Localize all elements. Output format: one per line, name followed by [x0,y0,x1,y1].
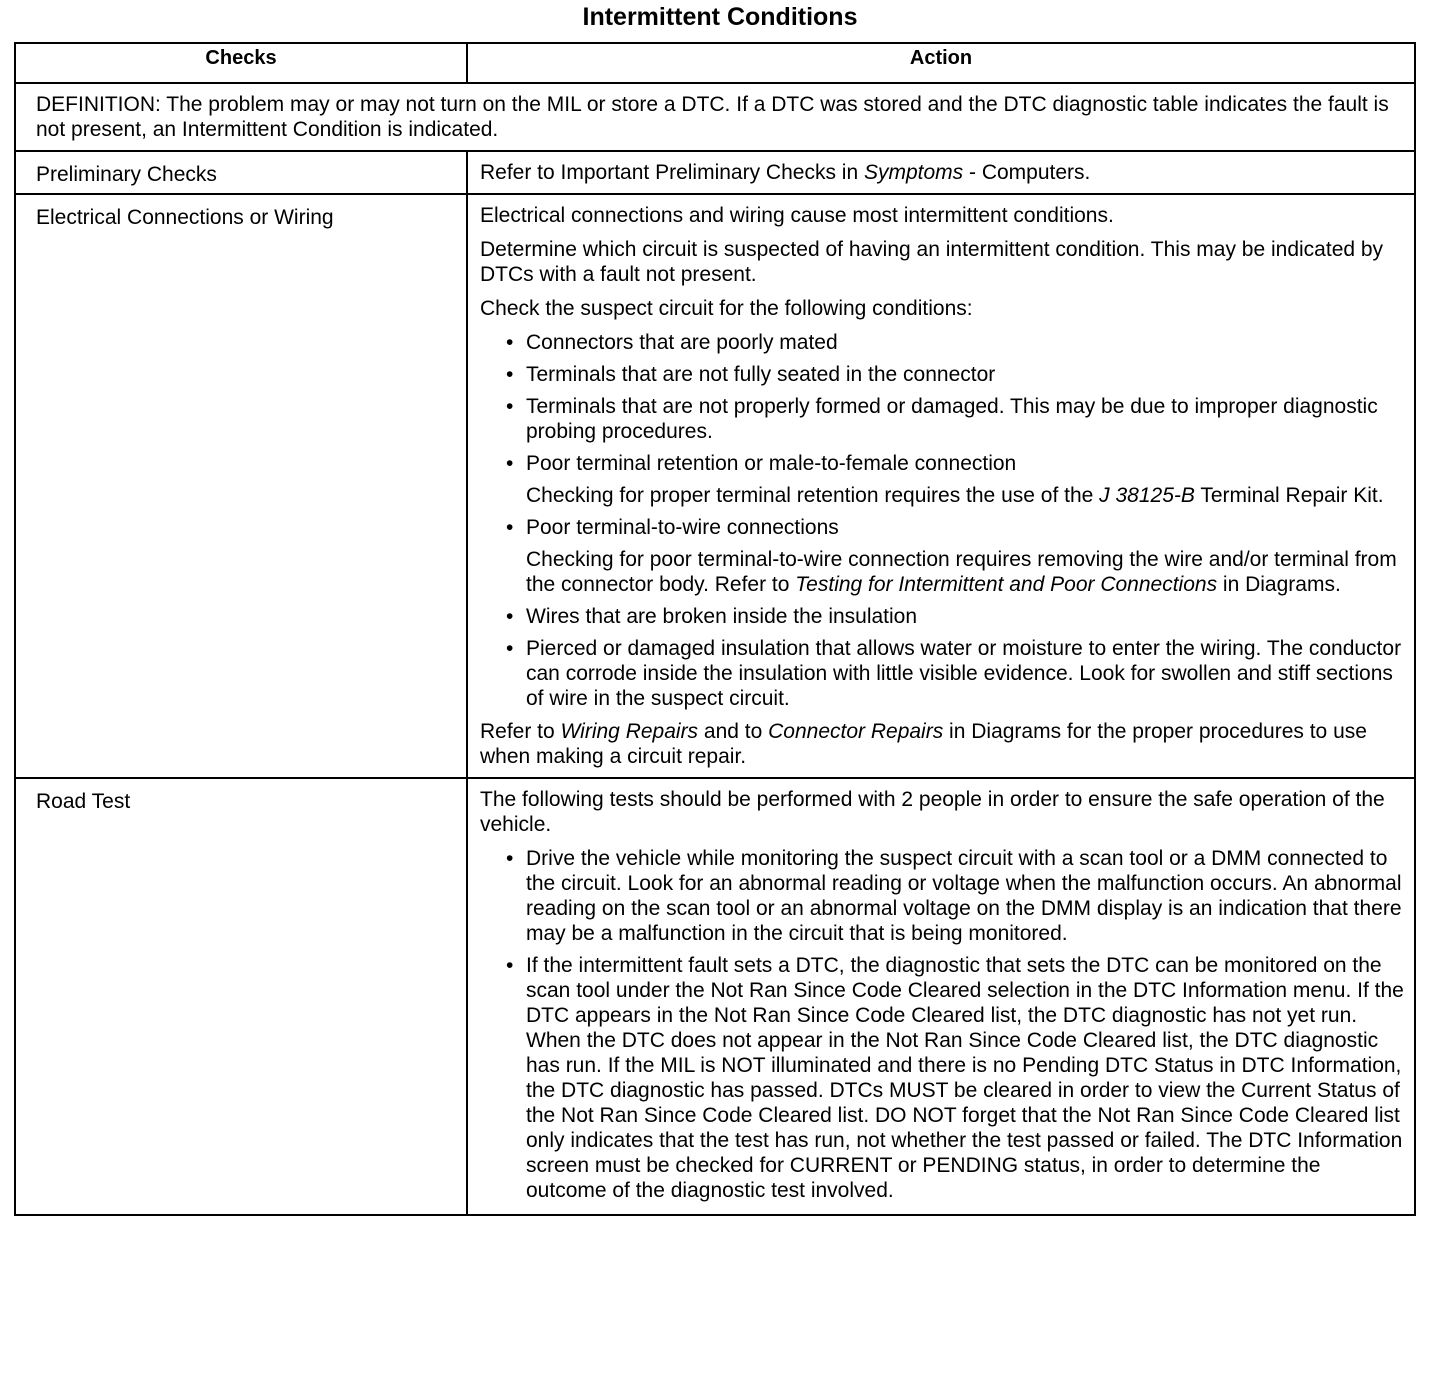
intermittent-conditions-table [14,42,1416,1216]
header-action: Action [467,43,1415,83]
definition-row [15,83,1415,151]
check-cell: Preliminary Checks [15,151,467,194]
text-segment: Refer to [480,720,561,743]
italic-reference: Symptoms [863,161,964,184]
text-segment: The following tests should be performed with 2 people in order to ensure the safe operation of the vehicle. [480,788,1385,836]
action-paragraph [480,160,1404,185]
text-segment: in Diagrams for the proper procedures to use when making a circuit repair. [480,720,1367,768]
table-row [15,151,1415,194]
text-segment: Pierced or damaged insulation that allows water or moisture to enter the wiring. The conductor can corrode inside the insulation with little visible evidence. Look for swollen and stiff sections of wire in the suspect circuit. [526,637,1402,710]
italic-reference: Connector Repairs [768,720,944,743]
italic-reference: Wiring Repairs [560,720,699,743]
text-segment: Electrical connections and wiring cause most intermittent conditions. [480,204,1114,227]
italic-reference: J 38125-B [1099,484,1195,507]
table-header-row [15,43,1415,83]
list-item [526,515,1404,597]
text-segment: Wires that are broken inside the insulation [526,605,918,628]
text-segment: If the intermittent fault sets a DTC, the diagnostic that sets the DTC can be monitored on the scan tool under the Not Ran Since Code Cleared selection in the DTC Information menu. If the DTC appears in the Not Ran Since Code Cleared list, the DTC diagnostic has not yet run. When the DTC does not appear in the Not Ran Since Code Cleared list, the DTC diagnostic has run. If the MIL is NOT illuminated and there is no Pending DTC Status in DTC Information, the DTC diagnostic has passed. DTCs MUST be cleared in order to view the Current Status of the Not Ran Since Code Cleared list. DO NOT forget that the Not Ran Since Code Cleared list only indicates that the test has run, not whether the test passed or failed. The DTC Information screen must be checked for CURRENT or PENDING status, in order to determine the outcome of the diagnostic test involved. [526,954,1404,1202]
list-item [526,330,1404,355]
table-row [15,778,1415,1215]
text-segment: and to [698,720,769,743]
header-checks: Checks [15,43,467,83]
definition-text: DEFINITION: The problem may or may not turn on the MIL or store a DTC. If a DTC was stored and the DTC diagnostic table indicates the fault is not present, an Intermittent Condition is indicated. [15,83,1415,151]
text-segment: Terminal Repair Kit. [1194,484,1384,507]
list-item [526,953,1404,1203]
action-cell [467,778,1415,1215]
text-segment: Poor terminal-to-wire connections [526,516,839,539]
italic-reference: Testing for Intermittent and Poor Connections [795,573,1218,596]
document-title: Intermittent Conditions [582,3,858,31]
action-paragraph [480,787,1404,837]
table-row [15,194,1415,778]
condition-list [480,846,1404,1203]
text-segment: Drive the vehicle while monitoring the suspect circuit with a scan tool or a DMM connected to the circuit. Look for an abnormal reading or voltage when the malfunction occurs. An abnormal reading on the scan tool or an abnormal voltage on the DMM display is an indication that there may be a malfunction in the circuit that is being monitored. [526,847,1402,945]
action-cell [467,151,1415,194]
check-cell: Electrical Connections or Wiring [15,194,467,778]
list-item-note [526,483,1404,508]
action-paragraph [480,296,1404,321]
text-segment: - Computers. [963,161,1091,184]
list-item [526,362,1404,387]
text-segment: Checking for proper terminal retention requires the use of the [526,484,1100,507]
text-segment: Check the suspect circuit for the following conditions: [480,297,973,320]
text-segment: Terminals that are not properly formed or damaged. This may be due to improper diagnostic probing procedures. [526,395,1378,443]
list-item [526,846,1404,946]
action-paragraph [480,719,1404,769]
text-segment: Determine which circuit is suspected of having an intermittent condition. This may be indicated by DTCs with a fault not present. [480,238,1384,286]
action-paragraph [480,237,1404,287]
list-item-note [526,547,1404,597]
text-segment: in Diagrams. [1217,573,1341,596]
text-segment: Terminals that are not fully seated in the connector [526,363,996,386]
list-item [526,451,1404,508]
condition-list [480,330,1404,711]
check-cell: Road Test [15,778,467,1215]
list-item [526,636,1404,711]
text-segment: Checking for poor terminal-to-wire connection requires removing the wire and/or terminal from the connector body. Refer to [526,548,1397,596]
action-paragraph [480,203,1404,228]
action-cell [467,194,1415,778]
text-segment: Connectors that are poorly mated [526,331,838,354]
list-item [526,604,1404,629]
text-segment: Refer to Important Preliminary Checks in [480,161,864,184]
list-item [526,394,1404,444]
text-segment: Poor terminal retention or male-to-female connection [526,452,1017,475]
